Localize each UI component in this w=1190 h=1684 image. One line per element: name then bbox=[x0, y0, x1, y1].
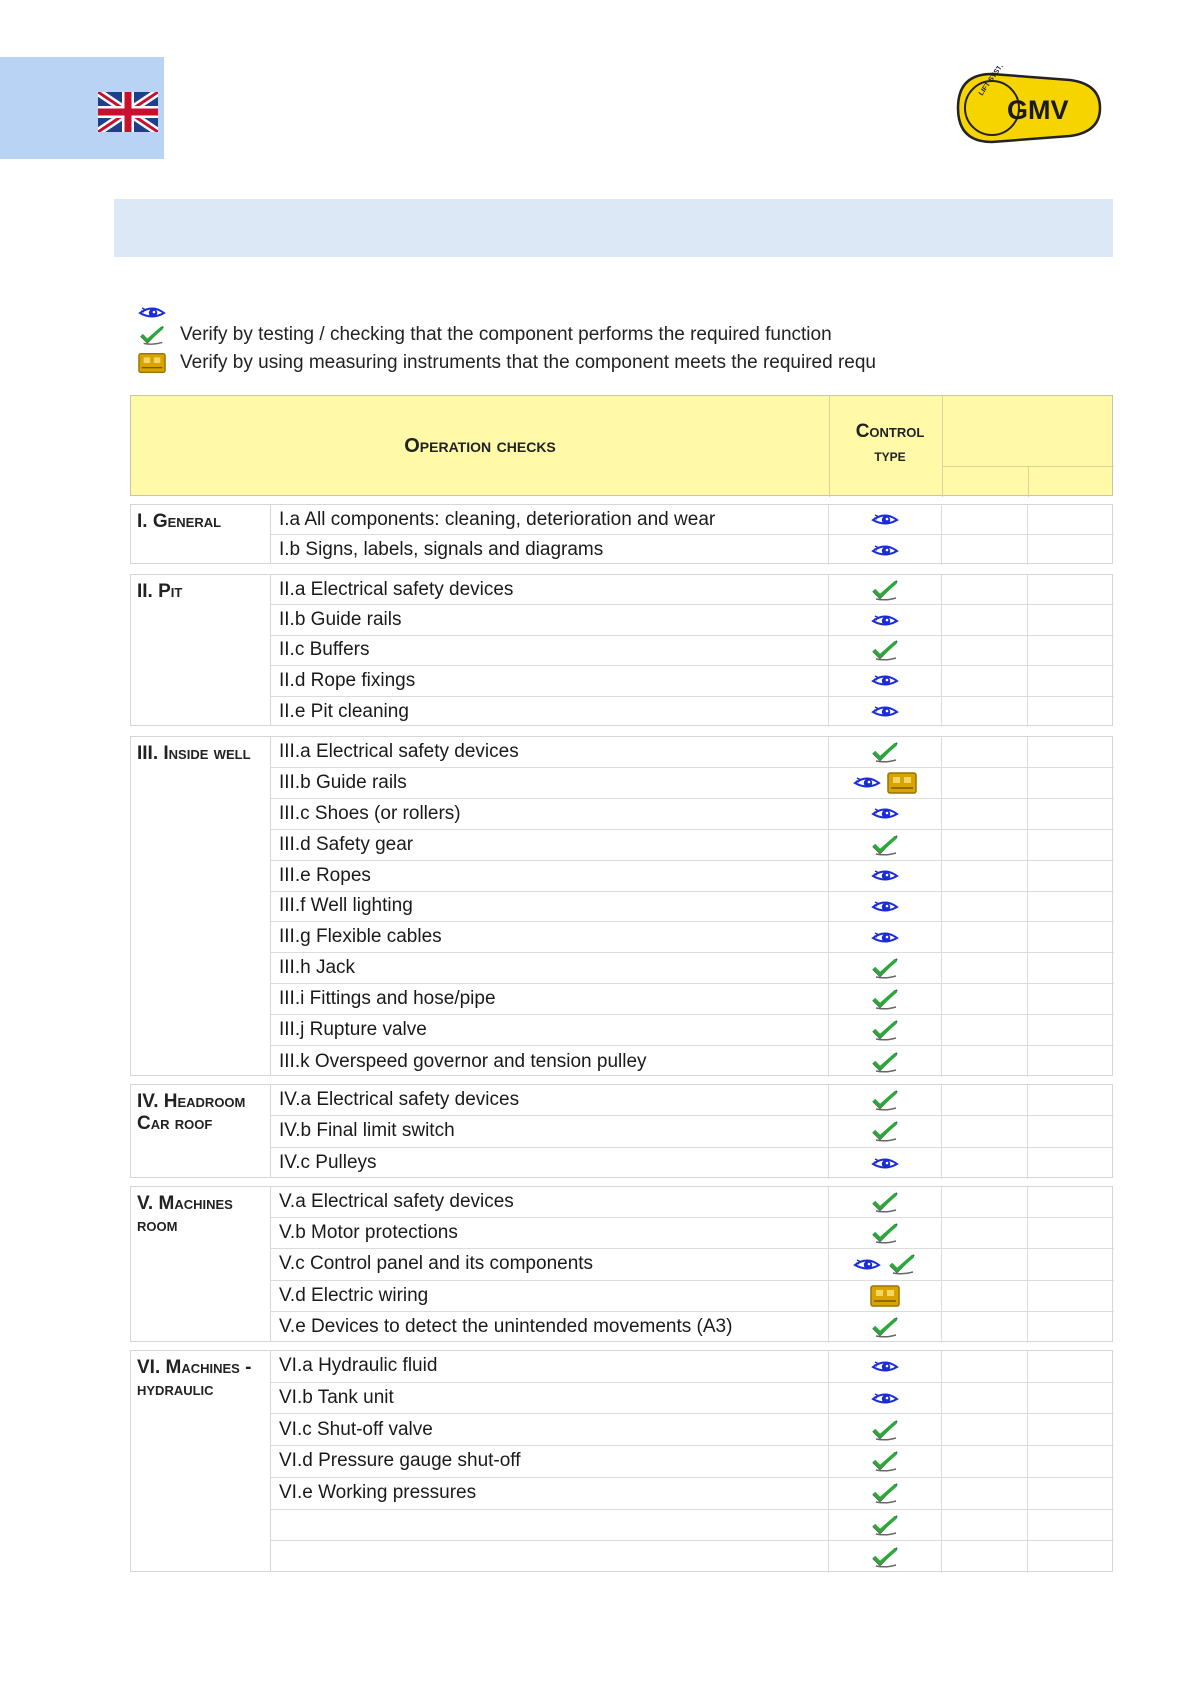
eye-icon bbox=[853, 775, 881, 790]
eye-icon bbox=[871, 543, 899, 558]
check-item: III.e Ropes bbox=[271, 861, 829, 891]
control-type-cell bbox=[829, 1046, 942, 1077]
result-cell[interactable] bbox=[942, 1541, 1028, 1573]
control-type-cell bbox=[829, 953, 942, 983]
check-item: VI.d Pressure gauge shut-off bbox=[271, 1446, 829, 1477]
control-type-cell bbox=[829, 666, 942, 695]
check-item: III.h Jack bbox=[271, 953, 829, 983]
gmv-logo bbox=[952, 66, 1102, 150]
eye-icon bbox=[871, 673, 899, 688]
result-cell[interactable] bbox=[1028, 1446, 1114, 1477]
legend-item bbox=[138, 300, 918, 324]
check-icon bbox=[870, 1481, 900, 1505]
eye-icon bbox=[871, 512, 899, 527]
section bbox=[130, 1350, 1113, 1572]
control-type-cell bbox=[829, 1015, 942, 1045]
check-item: III.c Shoes (or rollers) bbox=[271, 799, 829, 829]
table-row bbox=[271, 1148, 1114, 1179]
result-cell[interactable] bbox=[1028, 575, 1114, 604]
section bbox=[130, 1084, 1113, 1178]
control-type-cell bbox=[829, 984, 942, 1014]
check-item: VI.c Shut-off valve bbox=[271, 1414, 829, 1445]
table-row bbox=[271, 892, 1114, 923]
control-type-cell bbox=[829, 1510, 942, 1541]
eye-icon bbox=[871, 868, 899, 883]
result-cell[interactable] bbox=[1028, 1046, 1114, 1077]
check-icon bbox=[870, 740, 900, 764]
result-cell[interactable] bbox=[1028, 922, 1114, 952]
result-cell[interactable] bbox=[1028, 1351, 1114, 1382]
table-row bbox=[271, 1446, 1114, 1478]
control-type-cell bbox=[829, 1281, 942, 1311]
check-item: VI.a Hydraulic fluid bbox=[271, 1351, 829, 1382]
section bbox=[130, 574, 1113, 726]
eye-icon bbox=[871, 1391, 899, 1406]
control-type-cell bbox=[829, 1414, 942, 1445]
result-cell[interactable] bbox=[942, 1046, 1028, 1077]
result-cell[interactable] bbox=[1028, 1187, 1114, 1217]
section-label: VI. Machines - hydraulic bbox=[137, 1357, 252, 1400]
eye-icon bbox=[871, 613, 899, 628]
control-type-cell bbox=[829, 1541, 942, 1573]
check-item: V.a Electrical safety devices bbox=[271, 1187, 829, 1217]
eye-icon bbox=[871, 806, 899, 821]
result-cell[interactable] bbox=[1028, 1281, 1114, 1311]
control-type-cell bbox=[829, 1383, 942, 1414]
result-cell[interactable] bbox=[942, 605, 1028, 634]
result-cell[interactable] bbox=[1028, 861, 1114, 891]
check-item: V.c Control panel and its components bbox=[271, 1249, 829, 1279]
table-row bbox=[271, 953, 1114, 984]
table-row bbox=[271, 861, 1114, 892]
control-type-cell bbox=[829, 1249, 942, 1279]
table-row bbox=[271, 666, 1114, 696]
result-cell[interactable] bbox=[942, 575, 1028, 604]
check-item: II.e Pit cleaning bbox=[271, 697, 829, 727]
result-cell[interactable] bbox=[942, 1478, 1028, 1509]
section-label: I. General bbox=[137, 511, 222, 532]
check-item bbox=[271, 1510, 829, 1541]
check-item: VI.b Tank unit bbox=[271, 1383, 829, 1414]
control-type-cell bbox=[829, 1478, 942, 1509]
result-cell[interactable] bbox=[942, 892, 1028, 922]
result-cell[interactable] bbox=[1028, 605, 1114, 634]
table-row bbox=[271, 1015, 1114, 1046]
result-cell[interactable] bbox=[942, 830, 1028, 860]
eye-icon bbox=[871, 1359, 899, 1374]
legend-item bbox=[138, 323, 918, 347]
check-item: III.d Safety gear bbox=[271, 830, 829, 860]
table-row bbox=[271, 1478, 1114, 1510]
result-cell[interactable] bbox=[1028, 1249, 1114, 1279]
table-row bbox=[271, 768, 1114, 799]
result-cell[interactable] bbox=[942, 768, 1028, 798]
control-type-cell bbox=[829, 861, 942, 891]
result-cell[interactable] bbox=[1028, 636, 1114, 665]
control-type-cell bbox=[829, 1187, 942, 1217]
table-row bbox=[271, 922, 1114, 953]
check-item: IV.a Electrical safety devices bbox=[271, 1085, 829, 1115]
result-cell[interactable] bbox=[1028, 768, 1114, 798]
check-icon bbox=[870, 1119, 900, 1143]
check-item: I.b Signs, labels, signals and diagrams bbox=[271, 535, 829, 565]
result-cell[interactable] bbox=[942, 1446, 1028, 1477]
table-row bbox=[271, 605, 1114, 635]
control-type-cell bbox=[829, 505, 942, 534]
section bbox=[130, 504, 1113, 564]
table-row bbox=[271, 1249, 1114, 1280]
check-icon bbox=[138, 323, 166, 347]
control-type-cell bbox=[829, 1446, 942, 1477]
section bbox=[130, 1186, 1113, 1342]
check-item: VI.e Working pressures bbox=[271, 1478, 829, 1509]
result-cell[interactable] bbox=[942, 1187, 1028, 1217]
check-item: III.k Overspeed governor and tension pulley bbox=[271, 1046, 829, 1077]
check-item: II.b Guide rails bbox=[271, 605, 829, 634]
measure-icon bbox=[887, 772, 917, 794]
control-type-heading: Control type bbox=[855, 421, 925, 465]
result-cell[interactable] bbox=[1028, 505, 1114, 534]
result-cell[interactable] bbox=[942, 535, 1028, 565]
check-icon bbox=[870, 1221, 900, 1245]
result-cell[interactable] bbox=[1028, 1414, 1114, 1445]
check-item: II.c Buffers bbox=[271, 636, 829, 665]
result-cell[interactable] bbox=[1028, 1541, 1114, 1573]
result-cell[interactable] bbox=[942, 861, 1028, 891]
result-cell[interactable] bbox=[1028, 1510, 1114, 1541]
eye-icon bbox=[853, 1257, 881, 1272]
table-row bbox=[271, 1414, 1114, 1446]
control-type-cell bbox=[829, 636, 942, 665]
eye-icon bbox=[871, 899, 899, 914]
check-icon bbox=[870, 1050, 900, 1074]
check-icon bbox=[887, 1252, 917, 1276]
section-label: IV. Headroom Car roof bbox=[137, 1091, 246, 1134]
check-icon bbox=[870, 1190, 900, 1214]
check-item: II.d Rope fixings bbox=[271, 666, 829, 695]
result-cell[interactable] bbox=[1028, 1218, 1114, 1248]
check-icon bbox=[870, 833, 900, 857]
result-cell[interactable] bbox=[942, 953, 1028, 983]
svg-text:GMV: GMV bbox=[1007, 95, 1069, 125]
check-icon bbox=[870, 638, 900, 662]
result-cell[interactable] bbox=[1028, 984, 1114, 1014]
control-type-cell bbox=[829, 892, 942, 922]
eye-icon bbox=[871, 1156, 899, 1171]
check-icon bbox=[870, 1088, 900, 1112]
result-cell[interactable] bbox=[942, 697, 1028, 727]
eye-icon bbox=[871, 930, 899, 945]
result-cell[interactable] bbox=[942, 1249, 1028, 1279]
table-row bbox=[271, 984, 1114, 1015]
table-row bbox=[271, 1218, 1114, 1249]
control-type-cell bbox=[829, 1085, 942, 1115]
result-cell[interactable] bbox=[942, 666, 1028, 695]
check-icon bbox=[870, 1018, 900, 1042]
result-cell[interactable] bbox=[942, 922, 1028, 952]
section-label: V. Machines room bbox=[137, 1193, 233, 1236]
table-row bbox=[271, 799, 1114, 830]
control-type-cell bbox=[829, 1218, 942, 1248]
check-item: III.f Well lighting bbox=[271, 892, 829, 922]
legend-text: Verify by testing / checking that the component performs the required function bbox=[180, 324, 832, 345]
result-cell[interactable] bbox=[942, 1015, 1028, 1045]
result-cell[interactable] bbox=[942, 799, 1028, 829]
table-row bbox=[271, 1351, 1114, 1383]
legend-item bbox=[138, 351, 918, 375]
check-item: III.j Rupture valve bbox=[271, 1015, 829, 1045]
table-row bbox=[271, 535, 1114, 565]
check-icon bbox=[870, 1545, 900, 1569]
result-cell[interactable] bbox=[1028, 535, 1114, 565]
result-cell[interactable] bbox=[1028, 1383, 1114, 1414]
table-row bbox=[271, 636, 1114, 666]
result-cell[interactable] bbox=[942, 984, 1028, 1014]
control-type-cell bbox=[829, 1312, 942, 1343]
table-row bbox=[271, 1116, 1114, 1147]
table-row bbox=[271, 1383, 1114, 1415]
result-cell[interactable] bbox=[1028, 953, 1114, 983]
section-label: II. Pit bbox=[137, 581, 183, 602]
check-item: III.i Fittings and hose/pipe bbox=[271, 984, 829, 1014]
check-item: III.a Electrical safety devices bbox=[271, 737, 829, 767]
control-type-cell bbox=[829, 1116, 942, 1146]
result-cell[interactable] bbox=[942, 1116, 1028, 1146]
result-cell[interactable] bbox=[942, 1510, 1028, 1541]
control-type-cell bbox=[829, 1148, 942, 1179]
result-cell[interactable] bbox=[1028, 666, 1114, 695]
check-icon bbox=[870, 1449, 900, 1473]
table-row bbox=[271, 1187, 1114, 1218]
measure-icon bbox=[870, 1285, 900, 1307]
control-type-cell bbox=[829, 1351, 942, 1382]
result-cell[interactable] bbox=[1028, 1116, 1114, 1146]
document-title-band bbox=[114, 199, 1113, 257]
check-item: I.a All components: cleaning, deterioration and wear bbox=[271, 505, 829, 534]
check-item: V.b Motor protections bbox=[271, 1218, 829, 1248]
result-cell[interactable] bbox=[1028, 799, 1114, 829]
check-item: IV.b Final limit switch bbox=[271, 1116, 829, 1146]
check-item: III.b Guide rails bbox=[271, 768, 829, 798]
control-type-cell bbox=[829, 697, 942, 727]
control-type-cell bbox=[829, 535, 942, 565]
result-cell[interactable] bbox=[942, 1218, 1028, 1248]
eye-icon bbox=[871, 704, 899, 719]
control-type-cell bbox=[829, 575, 942, 604]
result-cell[interactable] bbox=[1028, 737, 1114, 767]
control-type-cell bbox=[829, 605, 942, 634]
result-cell[interactable] bbox=[942, 1148, 1028, 1179]
check-icon bbox=[870, 956, 900, 980]
table-row bbox=[271, 1046, 1114, 1077]
table-row bbox=[271, 1281, 1114, 1312]
result-cell[interactable] bbox=[1028, 1015, 1114, 1045]
result-cell[interactable] bbox=[942, 1351, 1028, 1382]
result-cell[interactable] bbox=[1028, 1478, 1114, 1509]
operation-checks-heading: Operation checks bbox=[404, 435, 556, 457]
legend-text: Verify by using measuring instruments that the component meets the required requ bbox=[180, 352, 876, 373]
check-icon bbox=[870, 1418, 900, 1442]
result-cell[interactable] bbox=[942, 1414, 1028, 1445]
table-row bbox=[271, 1541, 1114, 1573]
result-cell[interactable] bbox=[942, 1312, 1028, 1343]
control-type-cell bbox=[829, 922, 942, 952]
control-type-cell bbox=[829, 799, 942, 829]
check-item: V.e Devices to detect the unintended movements (A3) bbox=[271, 1312, 829, 1343]
control-type-cell bbox=[829, 737, 942, 767]
check-item: III.g Flexible cables bbox=[271, 922, 829, 952]
table-row bbox=[271, 1312, 1114, 1343]
result-cell[interactable] bbox=[942, 505, 1028, 534]
result-cell[interactable] bbox=[942, 1281, 1028, 1311]
check-item bbox=[271, 1541, 829, 1573]
check-icon bbox=[870, 987, 900, 1011]
table-row bbox=[271, 1085, 1114, 1116]
check-item: V.d Electric wiring bbox=[271, 1281, 829, 1311]
table-row bbox=[271, 575, 1114, 605]
result-cell[interactable] bbox=[942, 1085, 1028, 1115]
result-cell[interactable] bbox=[1028, 1148, 1114, 1179]
result-cell[interactable] bbox=[942, 636, 1028, 665]
eye-icon bbox=[138, 305, 166, 320]
check-icon bbox=[870, 1315, 900, 1339]
measure-icon bbox=[138, 352, 166, 374]
section bbox=[130, 736, 1113, 1076]
section-label: III. Inside well bbox=[137, 743, 251, 764]
table-row bbox=[271, 697, 1114, 727]
check-item: II.a Electrical safety devices bbox=[271, 575, 829, 604]
control-type-cell bbox=[829, 768, 942, 798]
result-cell[interactable] bbox=[942, 737, 1028, 767]
uk-flag-icon bbox=[98, 92, 158, 132]
result-cell[interactable] bbox=[1028, 1085, 1114, 1115]
table-header bbox=[130, 395, 1113, 496]
result-cell[interactable] bbox=[1028, 697, 1114, 727]
table-row bbox=[271, 505, 1114, 535]
result-cell[interactable] bbox=[942, 1383, 1028, 1414]
table-row bbox=[271, 1510, 1114, 1542]
check-icon bbox=[870, 578, 900, 602]
table-row bbox=[271, 830, 1114, 861]
result-cell[interactable] bbox=[1028, 830, 1114, 860]
control-type-cell bbox=[829, 830, 942, 860]
result-cell[interactable] bbox=[1028, 1312, 1114, 1343]
table-row bbox=[271, 737, 1114, 768]
result-cell[interactable] bbox=[1028, 892, 1114, 922]
check-icon bbox=[870, 1513, 900, 1537]
check-item: IV.c Pulleys bbox=[271, 1148, 829, 1179]
